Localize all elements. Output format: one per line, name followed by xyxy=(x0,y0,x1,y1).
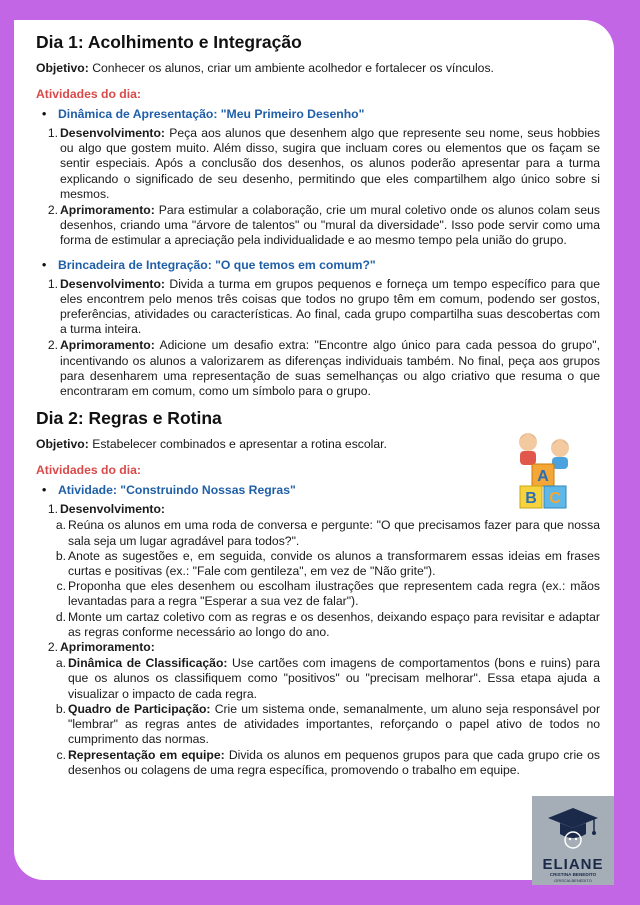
day1-objective-text: Conhecer os alunos, criar um ambiente acolhedor e fortalecer os vínculos. xyxy=(88,61,494,75)
item-text: Peça aos alunos que desenhem algo que represente seu nome, seus hobbies ou algo que gostem muito. Além disso, sugira que incluam cores ou elementos que os façam se sentir especiais. Após a conclusão dos desenhos, os alunos poderão apresentar para a turma explicando o significado de seu desenho, permitindo que eles compartilhem algo único sobre si mesmos. xyxy=(60,126,600,201)
sub-item xyxy=(36,610,600,640)
block-c-letter: C xyxy=(549,490,561,507)
sub-item xyxy=(36,702,600,748)
brand-logo xyxy=(532,796,614,885)
list-item xyxy=(36,126,600,202)
logo-tagline: GRISCIA BENEDITO xyxy=(554,878,592,883)
day1-activity2-list xyxy=(36,277,600,400)
item-label: Aprimoramento: xyxy=(60,640,155,655)
child-head-right xyxy=(551,439,569,457)
day2-activity1-title-text: Atividade: "Construindo Nossas Regras" xyxy=(58,483,296,498)
sub-number: d. xyxy=(55,609,66,624)
bullet-dot: • xyxy=(42,483,47,498)
sub-text: Reúna os alunos em uma roda de conversa e pergunte: "O que precisamos fazer para que nossa sala seja um lugar agradável para todos?". xyxy=(68,518,600,548)
item-number: 2. xyxy=(47,640,58,655)
bullet-dot: • xyxy=(42,257,47,272)
list-item xyxy=(36,338,600,399)
item-number: 1. xyxy=(47,126,58,140)
sub-number: c. xyxy=(56,579,66,594)
block-b-letter: B xyxy=(525,490,537,507)
sub-number: b. xyxy=(55,701,66,716)
sub-item xyxy=(36,518,600,548)
sub-text: Monte um cartaz coletivo com as regras e os desenhos, deixando espaço para revisitar e adaptar as regras conforme necessário ao longo do ano. xyxy=(68,609,600,639)
day1-activity1-title-text: Dinâmica de Apresentação: "Meu Primeiro Desenho" xyxy=(58,107,365,121)
day2-objective-label: Objetivo: xyxy=(36,437,89,452)
day1-objective xyxy=(36,61,600,75)
item-label: Aprimoramento: xyxy=(60,338,155,353)
item-number: 1. xyxy=(47,502,58,517)
day2-activity1-list xyxy=(36,502,600,778)
bullet-dot: • xyxy=(42,107,47,121)
day2-objective-text: Estabelecer combinados e apresentar a rotina escolar. xyxy=(88,437,387,452)
logo-subtitle: CRISTINA BENEDITO xyxy=(549,872,597,877)
item-text: Divida a turma em grupos pequenos e forneça um tempo específico para que eles encontrem pelo menos três coisas que todos no grupo têm em comum, podendo ser gostos, preferências, atividades ou características. Ao final, cada grupo compartilha suas descobertas com a turma inteira. xyxy=(60,276,600,337)
sub-text: Divida os alunos em pequenos grupos para que cada grupo crie os desenhos ou colagens de uma regra específica, promovendo o trabalho em equipe. xyxy=(68,747,600,777)
sub-text: Anote as sugestões e, em seguida, convide os alunos a transformarem essas ideias em frases curtas e positivas (ex.: "Fale com gentileza", em vez de "Não grite"). xyxy=(68,548,600,579)
logo-name: ELIANE xyxy=(542,856,604,873)
day1-activity2-title xyxy=(36,258,600,272)
child-head-left xyxy=(519,433,537,451)
sub-text: Crie um sistema onde, semanalmente, um aluno seja responsável por "lembrar" as regras antes de atividades importantes, reforçando o papel ativo de todos no cumprimento das normas. xyxy=(68,701,601,747)
day1-activity1-list xyxy=(36,126,600,249)
sub-item xyxy=(36,549,600,579)
sub-item xyxy=(36,656,600,702)
sub-item xyxy=(36,579,600,609)
sub-label: Representação em equipe: xyxy=(68,747,225,762)
document-content xyxy=(36,32,600,787)
sub-item xyxy=(36,748,600,778)
block-a-letter: A xyxy=(537,468,549,485)
day1-activity1-title xyxy=(36,107,600,121)
item-text: Para estimular a colaboração, crie um mural coletivo onde os alunos colam seus desenhos, criando uma "árvore de talentos" ou "mural da diversidade". Isso pode servir como uma forma de estimular a apreciação pela individualidade e ao mesmo tempo pela união do grupo. xyxy=(60,203,600,248)
sub-number: c. xyxy=(56,747,66,762)
day1-objective-label: Objetivo: xyxy=(36,61,89,75)
item-label: Desenvolvimento: xyxy=(60,126,165,140)
sub-label: Quadro de Participação: xyxy=(68,701,211,716)
sub-label: Dinâmica de Classificação: xyxy=(68,656,228,671)
item-number: 2. xyxy=(47,203,58,218)
item-number: 2. xyxy=(47,338,58,353)
sub-text: Proponha que eles desenhem ou escolham ilustrações que representem cada regra (ex.: mãos levantadas para a regra "Esperar a sua vez de falar"). xyxy=(68,579,600,609)
list-item xyxy=(36,640,600,655)
day1-title: Dia 1: Acolhimento e Integração xyxy=(36,32,302,52)
day2-activities-title: Atividades do dia: xyxy=(36,463,141,478)
list-item xyxy=(36,277,600,338)
sub-number: b. xyxy=(55,548,66,563)
day1-activities-title: Atividades do dia: xyxy=(36,87,141,101)
item-label: Desenvolvimento: xyxy=(60,502,165,517)
kids-blocks-illustration xyxy=(506,420,586,515)
list-item xyxy=(36,203,600,249)
item-number: 1. xyxy=(47,276,58,291)
day2-title: Dia 2: Regras e Rotina xyxy=(36,408,222,429)
sub-number: a. xyxy=(55,656,66,671)
child-shirt-left xyxy=(520,451,536,465)
item-text: Adicione um desafio extra: "Encontre algo único para cada pessoa do grupo", incentivando os alunos a valorizarem as diferenças individuais também. No final, peça aos grupos para desenharem uma representação de suas semelhanças ou algo criativo que resuma o que encontraram em comum, como um símbolo para o grupo. xyxy=(60,338,600,399)
sub-text: Use cartões com imagens de comportamentos (bons e ruins) para que os alunos os classifiquem como "positivos" ou "precisam melhorar". Essa etapa ajuda a visualizar o impacto de cada regra. xyxy=(68,656,600,701)
sub-number: a. xyxy=(55,518,66,533)
graduation-cap-icon xyxy=(532,796,614,856)
item-label: Desenvolvimento: xyxy=(60,276,165,291)
day1-activity2-title-text: Brincadeira de Integração: "O que temos em comum?" xyxy=(58,257,376,272)
item-label: Aprimoramento: xyxy=(60,203,155,218)
